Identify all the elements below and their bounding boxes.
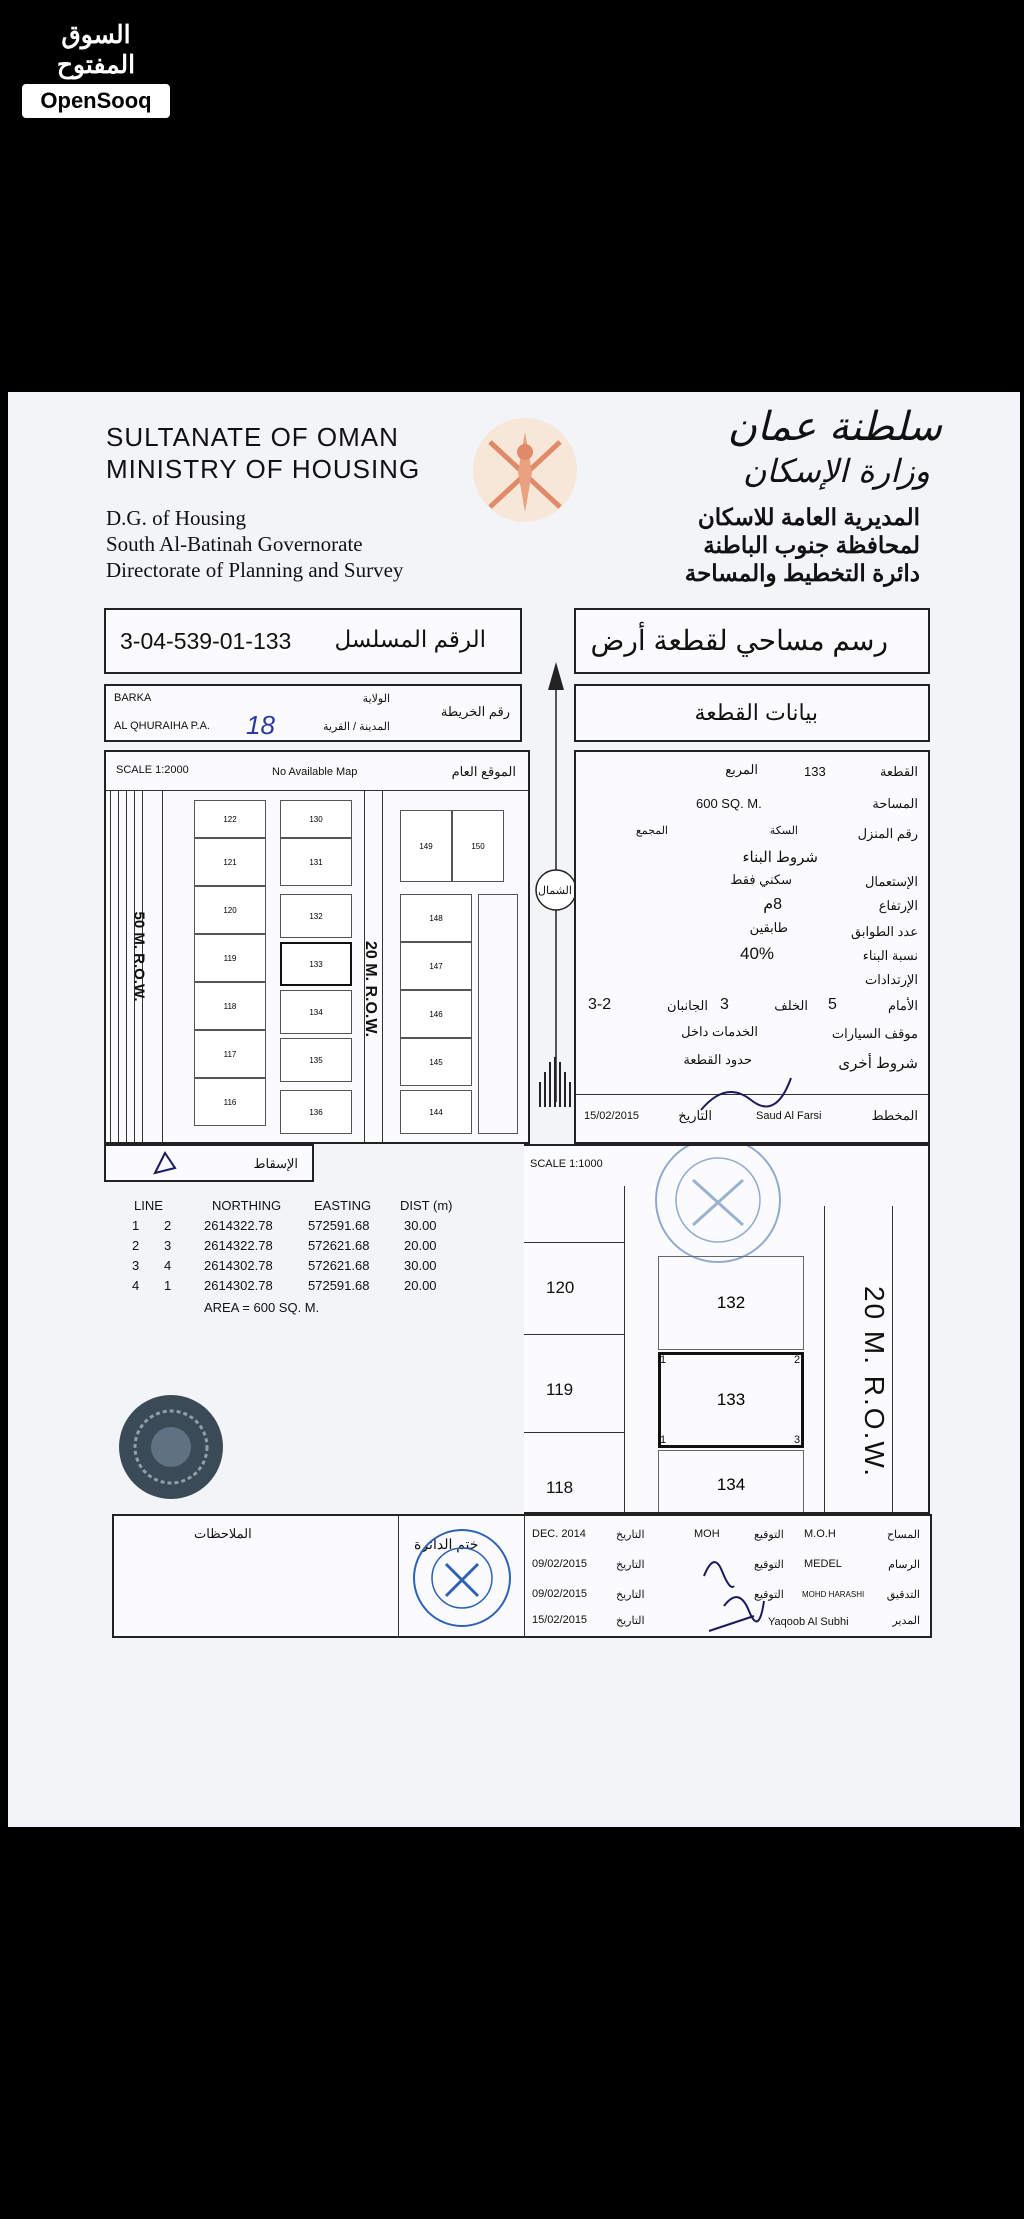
coord-row-n: 2614302.78 [204, 1258, 273, 1273]
coord-row-b: 1 [164, 1278, 172, 1293]
header-en-dept2: South Al-Batinah Governorate [106, 532, 363, 556]
lot-119: 119 [194, 934, 266, 982]
coord-header-dist: DIST (m) [400, 1198, 453, 1213]
lot-117: 117 [194, 1030, 266, 1078]
house-label: رقم المنزل [857, 826, 918, 841]
front-value: 5 [828, 996, 837, 1013]
front-label: الأمام [888, 998, 918, 1013]
coord-row-e: 572621.68 [308, 1238, 370, 1253]
sign-row-date: DEC. 2014 [532, 1528, 586, 1540]
north-label: الشمال [538, 885, 572, 897]
detail-lot-133-highlight: 133 [658, 1352, 804, 1448]
corner-label: 1 [660, 1434, 667, 1446]
coord-header-line: LINE [134, 1198, 163, 1213]
signatures-icon [694, 1546, 774, 1636]
coord-row-n: 2614322.78 [204, 1238, 273, 1253]
plot-date-value: 15/02/2015 [584, 1110, 640, 1122]
signature-table [112, 1514, 932, 1638]
coord-row-d: 20.00 [404, 1238, 437, 1253]
coord-row-d: 20.00 [404, 1278, 437, 1293]
header-ar-dept1: المديرية العامة للاسكان [697, 504, 920, 530]
lot-130: 130 [280, 800, 352, 838]
sign-row-date-label: التاريخ [616, 1615, 645, 1627]
plot-value: 133 [804, 764, 826, 779]
planner-label: المخطط [871, 1108, 918, 1123]
detail-plan-panel [524, 1144, 930, 1514]
header-en-dept3: Directorate of Planning and Survey [106, 558, 404, 582]
village-label: المدينة / القرية [323, 721, 390, 733]
coord-row-b: 3 [164, 1238, 172, 1253]
sign-row-date-label: التاريخ [616, 1529, 645, 1541]
lot-135: 135 [280, 1038, 352, 1082]
sign-row-name: M.O.H [804, 1528, 836, 1540]
header-ar-line1: سلطنة عمان [727, 404, 942, 450]
general-map-row-left: 50 M. R.O.W. [130, 911, 148, 1002]
coord-row-a: 2 [132, 1238, 140, 1253]
coord-row-a: 1 [132, 1218, 140, 1233]
corner-label: 3 [794, 1434, 801, 1446]
complex-label: المجمع [635, 825, 668, 837]
general-map-scale: SCALE 1:2000 [116, 764, 189, 776]
floors-value: طابقين [749, 920, 788, 935]
square-label: المربع [725, 762, 758, 777]
street-label: السكة [769, 825, 798, 837]
planner-name: Saud Al Farsi [756, 1110, 822, 1122]
survey-document[interactable] [8, 392, 1020, 1827]
sides-label: الجانبان [667, 998, 708, 1013]
projection-label: الإسقاط [253, 1156, 298, 1171]
plot-data-title-box [574, 684, 930, 742]
lot-145: 145 [400, 1038, 472, 1086]
coord-row-e: 572591.68 [308, 1278, 370, 1293]
lot-132: 132 [280, 894, 352, 938]
floors-label: عدد الطوابق [850, 924, 918, 939]
coord-row-b: 4 [164, 1258, 172, 1273]
header-en-dept1: D.G. of Housing [106, 506, 246, 530]
sign-row-name: MEDEL [804, 1558, 842, 1570]
coord-row-e: 572591.68 [308, 1218, 370, 1233]
general-map-label: الموقع العام [451, 764, 516, 779]
detail-lot-119: 119 [546, 1380, 574, 1399]
village-value: AL QHURAIHA P.A. [114, 720, 210, 732]
detail-scale: SCALE 1:1000 [530, 1158, 603, 1170]
sign-row-sig-label: التوقيع [754, 1589, 784, 1601]
header-en-line2: MINISTRY OF HOUSING [106, 454, 421, 484]
lot-149: 149 [400, 810, 452, 882]
coord-area: AREA = 600 SQ. M. [204, 1300, 320, 1315]
back-value: 3 [720, 996, 729, 1013]
serial-box [104, 608, 522, 674]
coord-row-a: 3 [132, 1258, 140, 1273]
height-value: 8م [763, 896, 782, 913]
header-ar-dept3: دائرة التخطيط والمساحة [684, 560, 920, 586]
lot-133-highlight: 133 [280, 942, 352, 986]
header-en-line1: SULTANATE OF OMAN [106, 422, 399, 452]
coord-row-b: 2 [164, 1218, 172, 1233]
plot-data-panel [574, 750, 930, 1144]
sign-row-date: 09/02/2015 [532, 1558, 588, 1570]
plot-date-label: التاريخ [678, 1108, 712, 1123]
area-label: المساحة [872, 796, 918, 811]
title-box [574, 608, 930, 674]
wilayat-label: الولاية [362, 693, 390, 705]
serial-number: 3-04-539-01-133 [120, 628, 292, 654]
location-box [104, 684, 522, 742]
sign-row-sig: MOH [694, 1528, 720, 1540]
detail-lot-118: 118 [546, 1478, 574, 1497]
sign-row-date: 15/02/2015 [532, 1614, 588, 1626]
lot-136: 136 [280, 1090, 352, 1134]
sign-row-date-label: التاريخ [616, 1559, 645, 1571]
coord-row-a: 4 [132, 1278, 140, 1293]
lot-120: 120 [194, 886, 266, 934]
sign-row-role: المدير [892, 1615, 920, 1627]
sign-row-date-label: التاريخ [616, 1589, 645, 1601]
detail-lot-134: 134 [658, 1450, 804, 1514]
lot-116: 116 [194, 1078, 266, 1126]
projection-box [104, 1144, 314, 1182]
ratio-label: نسبة البناء [862, 948, 918, 963]
lot-118: 118 [194, 982, 266, 1030]
general-map-note: No Available Map [272, 766, 358, 778]
planner-signature-icon [696, 1070, 796, 1116]
detail-row-label: 20 M. R.O.W. [859, 1285, 891, 1479]
sign-row-name: Yaqoob Al Subhi [768, 1616, 849, 1628]
wilayat-value: BARKA [114, 692, 152, 704]
security-seal-icon [116, 1392, 226, 1502]
header-ar-dept2: لمحافظة جنوب الباطنة [703, 532, 920, 558]
projection-sketch-icon [150, 1148, 180, 1178]
sign-row-name: MOHD HARASHI [802, 1590, 865, 1599]
area-value: 600 SQ. M. [696, 796, 762, 811]
sides-value: 3-2 [588, 996, 612, 1013]
sign-row-role: التدقيق [886, 1589, 920, 1601]
general-map-panel [104, 750, 530, 1144]
lot-131: 131 [280, 838, 352, 886]
logo-english: OpenSooq [22, 84, 170, 118]
conditions-title: شروط البناء [742, 849, 818, 866]
department-stamp-icon [408, 1522, 516, 1634]
detail-lot-132: 132 [658, 1256, 804, 1350]
coord-row-n: 2614322.78 [204, 1218, 273, 1233]
general-map-row-mid: 20 M. R.O.W. [362, 940, 380, 1038]
sign-row-role: الرسام [888, 1559, 920, 1571]
logo-arabic: السوق المفتوح [56, 21, 136, 79]
other-label: شروط أخرى [838, 1055, 918, 1072]
document-title: رسم مساحي لقطعة أرض [590, 625, 888, 656]
use-value: سكني فقط [730, 872, 792, 887]
header-ar-line2: وزارة الإسكان [742, 452, 930, 490]
parking-label: موقف السيارات [831, 1026, 918, 1041]
lot-144: 144 [400, 1090, 472, 1134]
coord-row-n: 2614302.78 [204, 1278, 273, 1293]
stamp-label: ختم الدائرة [414, 1536, 479, 1552]
sign-row-sig-label: التوقيع [754, 1559, 784, 1571]
lot-147: 147 [400, 942, 472, 990]
lot-146: 146 [400, 990, 472, 1038]
coord-header-easting: EASTING [314, 1198, 372, 1213]
detail-lot-120: 120 [546, 1278, 575, 1297]
ratio-value: 40% [740, 944, 775, 963]
map-number-label: رقم الخريطة [440, 704, 510, 719]
setbacks-label: الإرتدادات [865, 972, 918, 987]
sign-row-role: المساح [886, 1529, 920, 1541]
corner-label: 2 [794, 1354, 801, 1366]
corner-label: 1 [660, 1354, 667, 1366]
use-label: الإستعمال [864, 874, 918, 889]
coord-row-d: 30.00 [404, 1258, 437, 1273]
coordinates-panel [104, 1182, 532, 1512]
notes-label: الملاحظات [194, 1526, 252, 1541]
lot-right-edge [478, 894, 518, 1134]
sign-row-sig-label: التوقيع [754, 1529, 784, 1541]
coord-row-d: 30.00 [404, 1218, 437, 1233]
opensooq-logo[interactable] [22, 20, 170, 118]
coord-header-northing: NORTHING [212, 1198, 282, 1213]
village-handwritten: 18 [246, 710, 275, 740]
lot-150: 150 [452, 810, 504, 882]
plot-data-title: بيانات القطعة [694, 700, 818, 725]
lot-122: 122 [194, 800, 266, 838]
sign-row-date: 09/02/2015 [532, 1588, 588, 1600]
height-label: الإرتفاع [878, 898, 918, 913]
oman-emblem-icon [470, 412, 580, 532]
parking-value: الخدمات داخل [681, 1024, 758, 1039]
other-value: حدود القطعة [683, 1052, 752, 1067]
back-label: الخلف [774, 998, 808, 1013]
lot-121: 121 [194, 838, 266, 886]
serial-label: الرقم المسلسل [334, 626, 486, 652]
official-stamp-icon [648, 1144, 788, 1270]
lot-134: 134 [280, 990, 352, 1034]
plot-label: القطعة [879, 764, 918, 779]
lot-148: 148 [400, 894, 472, 942]
coord-row-e: 572621.68 [308, 1258, 370, 1273]
